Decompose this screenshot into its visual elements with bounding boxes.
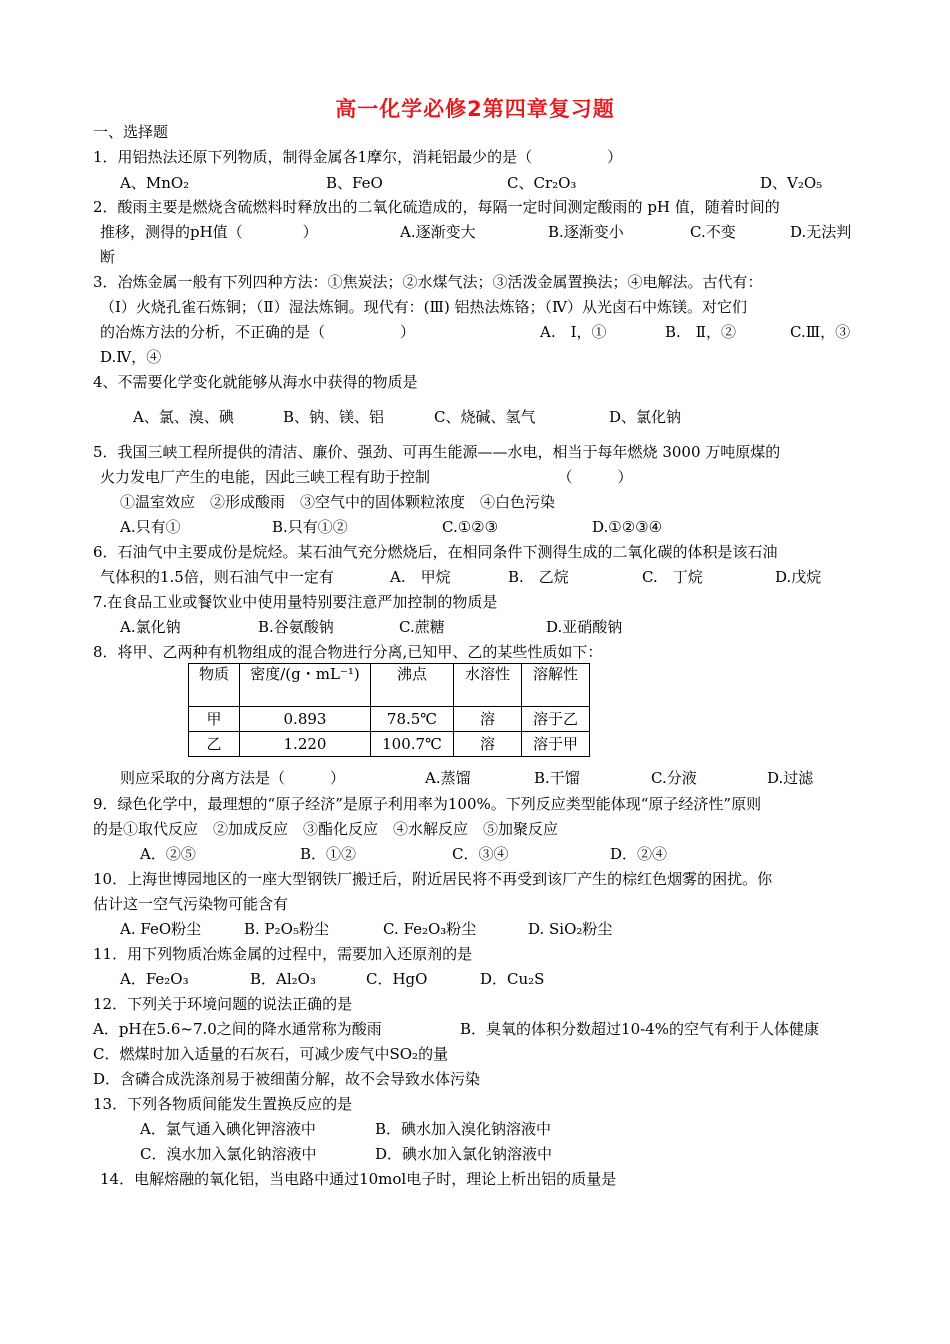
question-10-option-a: A. FeO粉尘: [120, 920, 202, 938]
question-12-option-d: D．含磷合成洗涤剂易于被细菌分解，故不会导致水体污染: [93, 1070, 481, 1088]
question-6-stem-end: 气体积的1.5倍，则石油气中一定有: [100, 568, 334, 586]
table-header-row: [189, 664, 590, 707]
question-10-line-2: 估计这一空气污染物可能含有: [93, 895, 289, 913]
table-header-cell: 物质: [189, 664, 240, 707]
question-8-option-d: D.过滤: [767, 769, 814, 787]
question-8-stem-end: 则应采取的分离方法是（ ）: [120, 769, 346, 787]
question-1-option-c: C、Cr₂O₃: [507, 174, 577, 192]
question-12-option-a: A．pH在5.6~7.0之间的降水通常称为酸雨: [93, 1020, 382, 1038]
table-cell: 乙: [189, 732, 240, 757]
question-11-option-b: B．Al₂O₃: [250, 970, 316, 988]
question-3-option-d: D.Ⅳ，④: [100, 348, 162, 366]
question-3-line-1: 3．冶炼金属一般有下列四种方法：①焦炭法；②水煤气法；③活泼金属置换法；④电解法。古代有：: [93, 273, 763, 291]
question-10-option-b: B. P₂O₅粉尘: [244, 920, 329, 938]
question-9-option-b: B．①②: [300, 845, 357, 863]
question-2-option-b: B.逐渐变小: [548, 223, 624, 241]
table-cell: 溶于甲: [522, 732, 590, 757]
question-5-option-b: B.只有①②: [272, 518, 348, 536]
table-cell: 甲: [189, 707, 240, 732]
question-7-option-d: D.亚硝酸钠: [546, 618, 623, 636]
question-5-items: ①温室效应 ②形成酸雨 ③空气中的固体颗粒浓度 ④白色污染: [120, 493, 556, 511]
question-5-option-a: A.只有①: [120, 518, 181, 536]
question-6-option-c: C. 丁烷: [642, 568, 703, 586]
table-cell: 溶于乙: [522, 707, 590, 732]
question-11-option-c: C．HgO: [366, 970, 428, 988]
question-1-option-a: A、MnO₂: [120, 174, 190, 192]
question-9-option-c: C．③④: [452, 845, 509, 863]
question-2-line-1: 2．酸雨主要是燃烧含硫燃料时释放出的二氧化硫造成的，每隔一定时间测定酸雨的 pH 值，随着时间的: [93, 198, 780, 216]
question-8-stem: 8．将甲、乙两种有机物组成的混合物进行分离,已知甲、乙的某些性质如下：: [93, 643, 603, 661]
question-8-option-c: C.分液: [651, 769, 697, 787]
question-1-option-b: B、FeO: [326, 174, 383, 192]
question-12-option-c: C．燃煤时加入适量的石灰石，可减少废气中SO₂的量: [93, 1045, 449, 1063]
document-title: 高一化学必修2第四章复习题: [335, 97, 615, 121]
question-1-option-d: D、V₂O₅: [760, 174, 823, 192]
question-3-option-a: A. Ⅰ，①: [540, 323, 607, 341]
table-row: [189, 732, 590, 757]
question-14-stem: 14．电解熔融的氧化铝，当电路中通过10mol电子时，理论上析出铝的质量是: [100, 1170, 617, 1188]
question-13-option-d: D．碘水加入氯化钠溶液中: [375, 1145, 553, 1163]
table-header-cell: 沸点: [371, 664, 454, 707]
question-13-stem: 13．下列各物质间能发生置换反应的是: [93, 1095, 353, 1113]
question-2-line-3: 断: [100, 248, 116, 266]
table-cell: 溶: [454, 732, 522, 757]
properties-table: [188, 663, 590, 757]
question-9-option-d: D．②④: [610, 845, 668, 863]
question-13-option-c: C．溴水加入氯化钠溶液中: [140, 1145, 317, 1163]
question-11-stem: 11．用下列物质冶炼金属的过程中，需要加入还原剂的是: [93, 945, 473, 963]
question-3-stem-end: 的冶炼方法的分析，不正确的是（ ）: [100, 323, 416, 341]
question-12-option-b: B．臭氧的体积分数超过10-4%的空气有利于人体健康: [460, 1020, 819, 1038]
question-4-stem: 4、不需要化学变化就能够从海水中获得的物质是: [93, 373, 418, 391]
question-10-line-1: 10．上海世博园地区的一座大型钢铁厂搬迁后，附近居民将不再受到该厂产生的棕红色烟雾的困扰。你: [93, 870, 773, 888]
question-6-option-b: B. 乙烷: [508, 568, 569, 586]
question-13-option-b: B．碘水加入溴化钠溶液中: [375, 1120, 552, 1138]
table-cell: 0.893: [240, 707, 371, 732]
question-4-option-b: B、钠、镁、铝: [283, 408, 385, 426]
question-6-line-1: 6．石油气中主要成份是烷烃。某石油气充分燃烧后，在相同条件下测得生成的二氧化碳的体积是该石油: [93, 543, 778, 561]
question-9-option-a: A．②⑤: [140, 845, 196, 863]
question-4-option-c: C、烧碱、氢气: [434, 408, 536, 426]
table-header-cell: 溶解性: [522, 664, 590, 707]
question-7-option-a: A.氯化钠: [120, 618, 181, 636]
question-3-option-b: B. Ⅱ，②: [665, 323, 736, 341]
section-heading: 一、选择题: [93, 123, 169, 141]
question-4-option-d: D、氯化钠: [609, 408, 682, 426]
question-11-option-a: A．Fe₂O₃: [120, 970, 189, 988]
question-1-stem: 1．用铝热法还原下列物质，制得金属各1摩尔，消耗铝最少的是（ ）: [93, 148, 623, 166]
question-8-option-b: B.干馏: [534, 769, 580, 787]
question-5-line-2: 火力发电厂产生的电能，因此三峡工程有助于控制 （ ）: [100, 468, 633, 486]
question-6-option-d: D.戊烷: [775, 568, 822, 586]
question-5-option-c: C.①②③: [442, 518, 499, 536]
table-row: [189, 707, 590, 732]
question-3-option-c: C.Ⅲ，③: [790, 323, 851, 341]
table-cell: 溶: [454, 707, 522, 732]
question-7-stem: 7.在食品工业或餐饮业中使用量特别要注意严加控制的物质是: [93, 593, 498, 611]
question-6-option-a: A. 甲烷: [390, 568, 451, 586]
table-cell: 78.5℃: [371, 707, 454, 732]
question-3-line-2: （Ⅰ）火烧孔雀石炼铜；（Ⅱ）湿法炼铜。现代有：(Ⅲ) 铝热法炼铬；（Ⅳ）从光卤石中炼镁。对它们: [100, 298, 748, 316]
question-2-option-c: C.不变: [690, 223, 736, 241]
question-2-option-d: D.无法判: [790, 223, 852, 241]
table-cell: 100.7℃: [371, 732, 454, 757]
question-4-option-a: A、氯、溴、碘: [133, 408, 234, 426]
question-13-option-a: A．氯气通入碘化钾溶液中: [140, 1120, 316, 1138]
table-header-cell: 密度/(g・mL⁻¹): [240, 664, 371, 707]
question-7-option-c: C.蔗糖: [399, 618, 445, 636]
question-5-option-d: D.①②③④: [592, 518, 663, 536]
question-2-option-a: A.逐渐变大: [400, 223, 476, 241]
question-12-stem: 12．下列关于环境问题的说法正确的是: [93, 995, 353, 1013]
question-11-option-d: D．Cu₂S: [480, 970, 545, 988]
table-cell: 1.220: [240, 732, 371, 757]
question-10-option-d: D. SiO₂粉尘: [528, 920, 613, 938]
question-5-line-1: 5．我国三峡工程所提供的清洁、廉价、强劲、可再生能源——水电，相当于每年燃烧 3000 万吨原煤的: [93, 443, 781, 461]
question-10-option-c: C. Fe₂O₃粉尘: [383, 920, 477, 938]
table-header-cell: 水溶性: [454, 664, 522, 707]
question-9-line-2: 的是①取代反应 ②加成反应 ③酯化反应 ④水解反应 ⑤加聚反应: [93, 820, 559, 838]
question-2-stem-end: 推移，测得的pH值（ ）: [100, 223, 318, 241]
question-8-option-a: A.蒸馏: [425, 769, 471, 787]
question-9-line-1: 9．绿色化学中，最理想的“原子经济”是原子利用率为100%。下列反应类型能体现“原子经济性”原则: [93, 795, 762, 813]
question-7-option-b: B.谷氨酸钠: [258, 618, 334, 636]
